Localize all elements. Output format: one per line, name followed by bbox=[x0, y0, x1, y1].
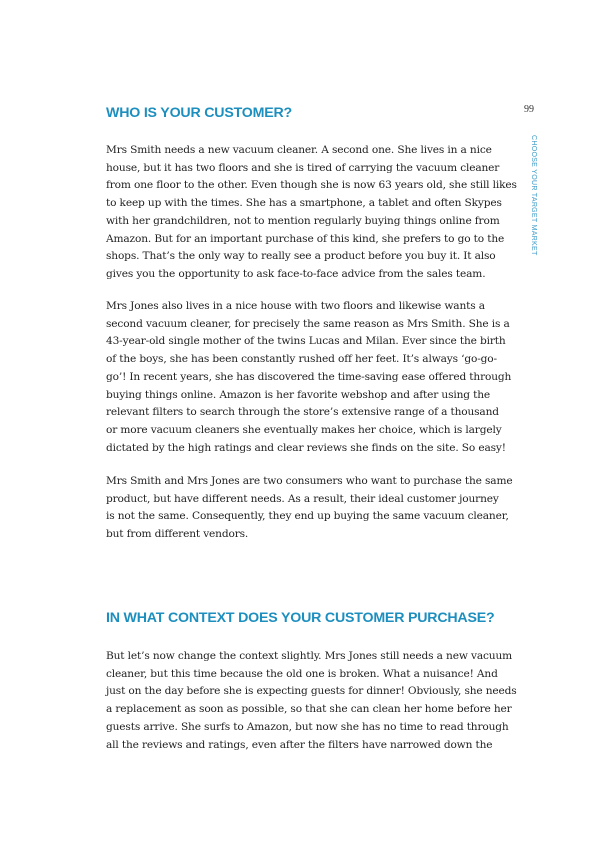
text-line: go’! In recent years, she has discovered the time-saving ease offered through bbox=[106, 370, 512, 383]
text-line: Mrs Smith and Mrs Jones are two consumers who want to purchase the same bbox=[106, 475, 513, 487]
text-line: But let’s now change the context slightly. Mrs Jones still needs a new vacuum bbox=[106, 650, 513, 662]
text-line: Mrs Smith needs a new vacuum cleaner. A second one. She lives in a nice bbox=[106, 144, 492, 156]
paragraph-mrs-jones bbox=[106, 298, 516, 457]
text-line: but from different vendors. bbox=[106, 528, 249, 541]
text-line: 43-year-old single mother of the twins Lucas and Milan. Ever since the birth bbox=[106, 335, 506, 348]
text-line: dictated by the high ratings and clear reviews she finds on the site. So easy! bbox=[106, 441, 506, 454]
text-line: guests arrive. She surfs to Amazon, but now she has no time to read through bbox=[106, 720, 509, 733]
text-line: or more vacuum cleaners she eventually makes her choice, which is largely bbox=[106, 423, 502, 436]
paragraph-context bbox=[106, 648, 516, 754]
text-line: from one floor to the other. Even though she is now 63 years old, she still likes bbox=[106, 179, 517, 192]
text-line: second vacuum cleaner, for precisely the same reason as Mrs Smith. She is a bbox=[106, 317, 510, 330]
text-line: gives you the opportunity to ask face-to-face advice from the sales team. bbox=[106, 267, 486, 280]
text-line: with her grandchildren, not to mention regularly buying things online from bbox=[106, 214, 500, 227]
text-line: all the reviews and ratings, even after the filters have narrowed down the bbox=[106, 738, 493, 751]
text-line: of the boys, she has been constantly rushed off her feet. It’s always ‘go-go- bbox=[106, 353, 497, 366]
text-line: Amazon. But for an important purchase of this kind, she prefers to go to the bbox=[106, 232, 505, 245]
text-line: cleaner, but this time because the old one is broken. What a nuisance! And bbox=[106, 667, 498, 680]
page-number: 99 bbox=[524, 104, 534, 115]
paragraph-comparison bbox=[106, 473, 516, 544]
section-heading-context: IN WHAT CONTEXT DOES YOUR CUSTOMER PURCHASE? bbox=[106, 610, 495, 626]
text-line: shops. That’s the only way to really see a product before you buy it. It also bbox=[106, 250, 496, 263]
text-line: just on the day before she is expecting guests for dinner! Obviously, she needs bbox=[106, 685, 517, 698]
text-line: is not the same. Consequently, they end up buying the same vacuum cleaner, bbox=[106, 510, 509, 523]
paragraph-mrs-smith bbox=[106, 142, 516, 284]
text-line: to keep up with the times. She has a smartphone, a tablet and often Skypes bbox=[106, 197, 502, 210]
section-heading-who-is-your-customer: WHO IS YOUR CUSTOMER? bbox=[106, 105, 293, 121]
text-line: house, but it has two floors and she is tired of carrying the vacuum cleaner bbox=[106, 161, 500, 174]
text-line: a replacement as soon as possible, so that she can clean her home before her bbox=[106, 703, 512, 716]
text-line: Mrs Jones also lives in a nice house with two floors and likewise wants a bbox=[106, 300, 485, 312]
text-line: product, but have different needs. As a result, their ideal customer journey bbox=[106, 492, 499, 505]
text-line: buying things online. Amazon is her favorite webshop and after using the bbox=[106, 388, 491, 401]
text-line: relevant filters to search through the store’s extensive range of a thousand bbox=[106, 406, 499, 419]
chapter-side-label: CHOOSE YOUR TARGET MARKET bbox=[530, 135, 537, 256]
